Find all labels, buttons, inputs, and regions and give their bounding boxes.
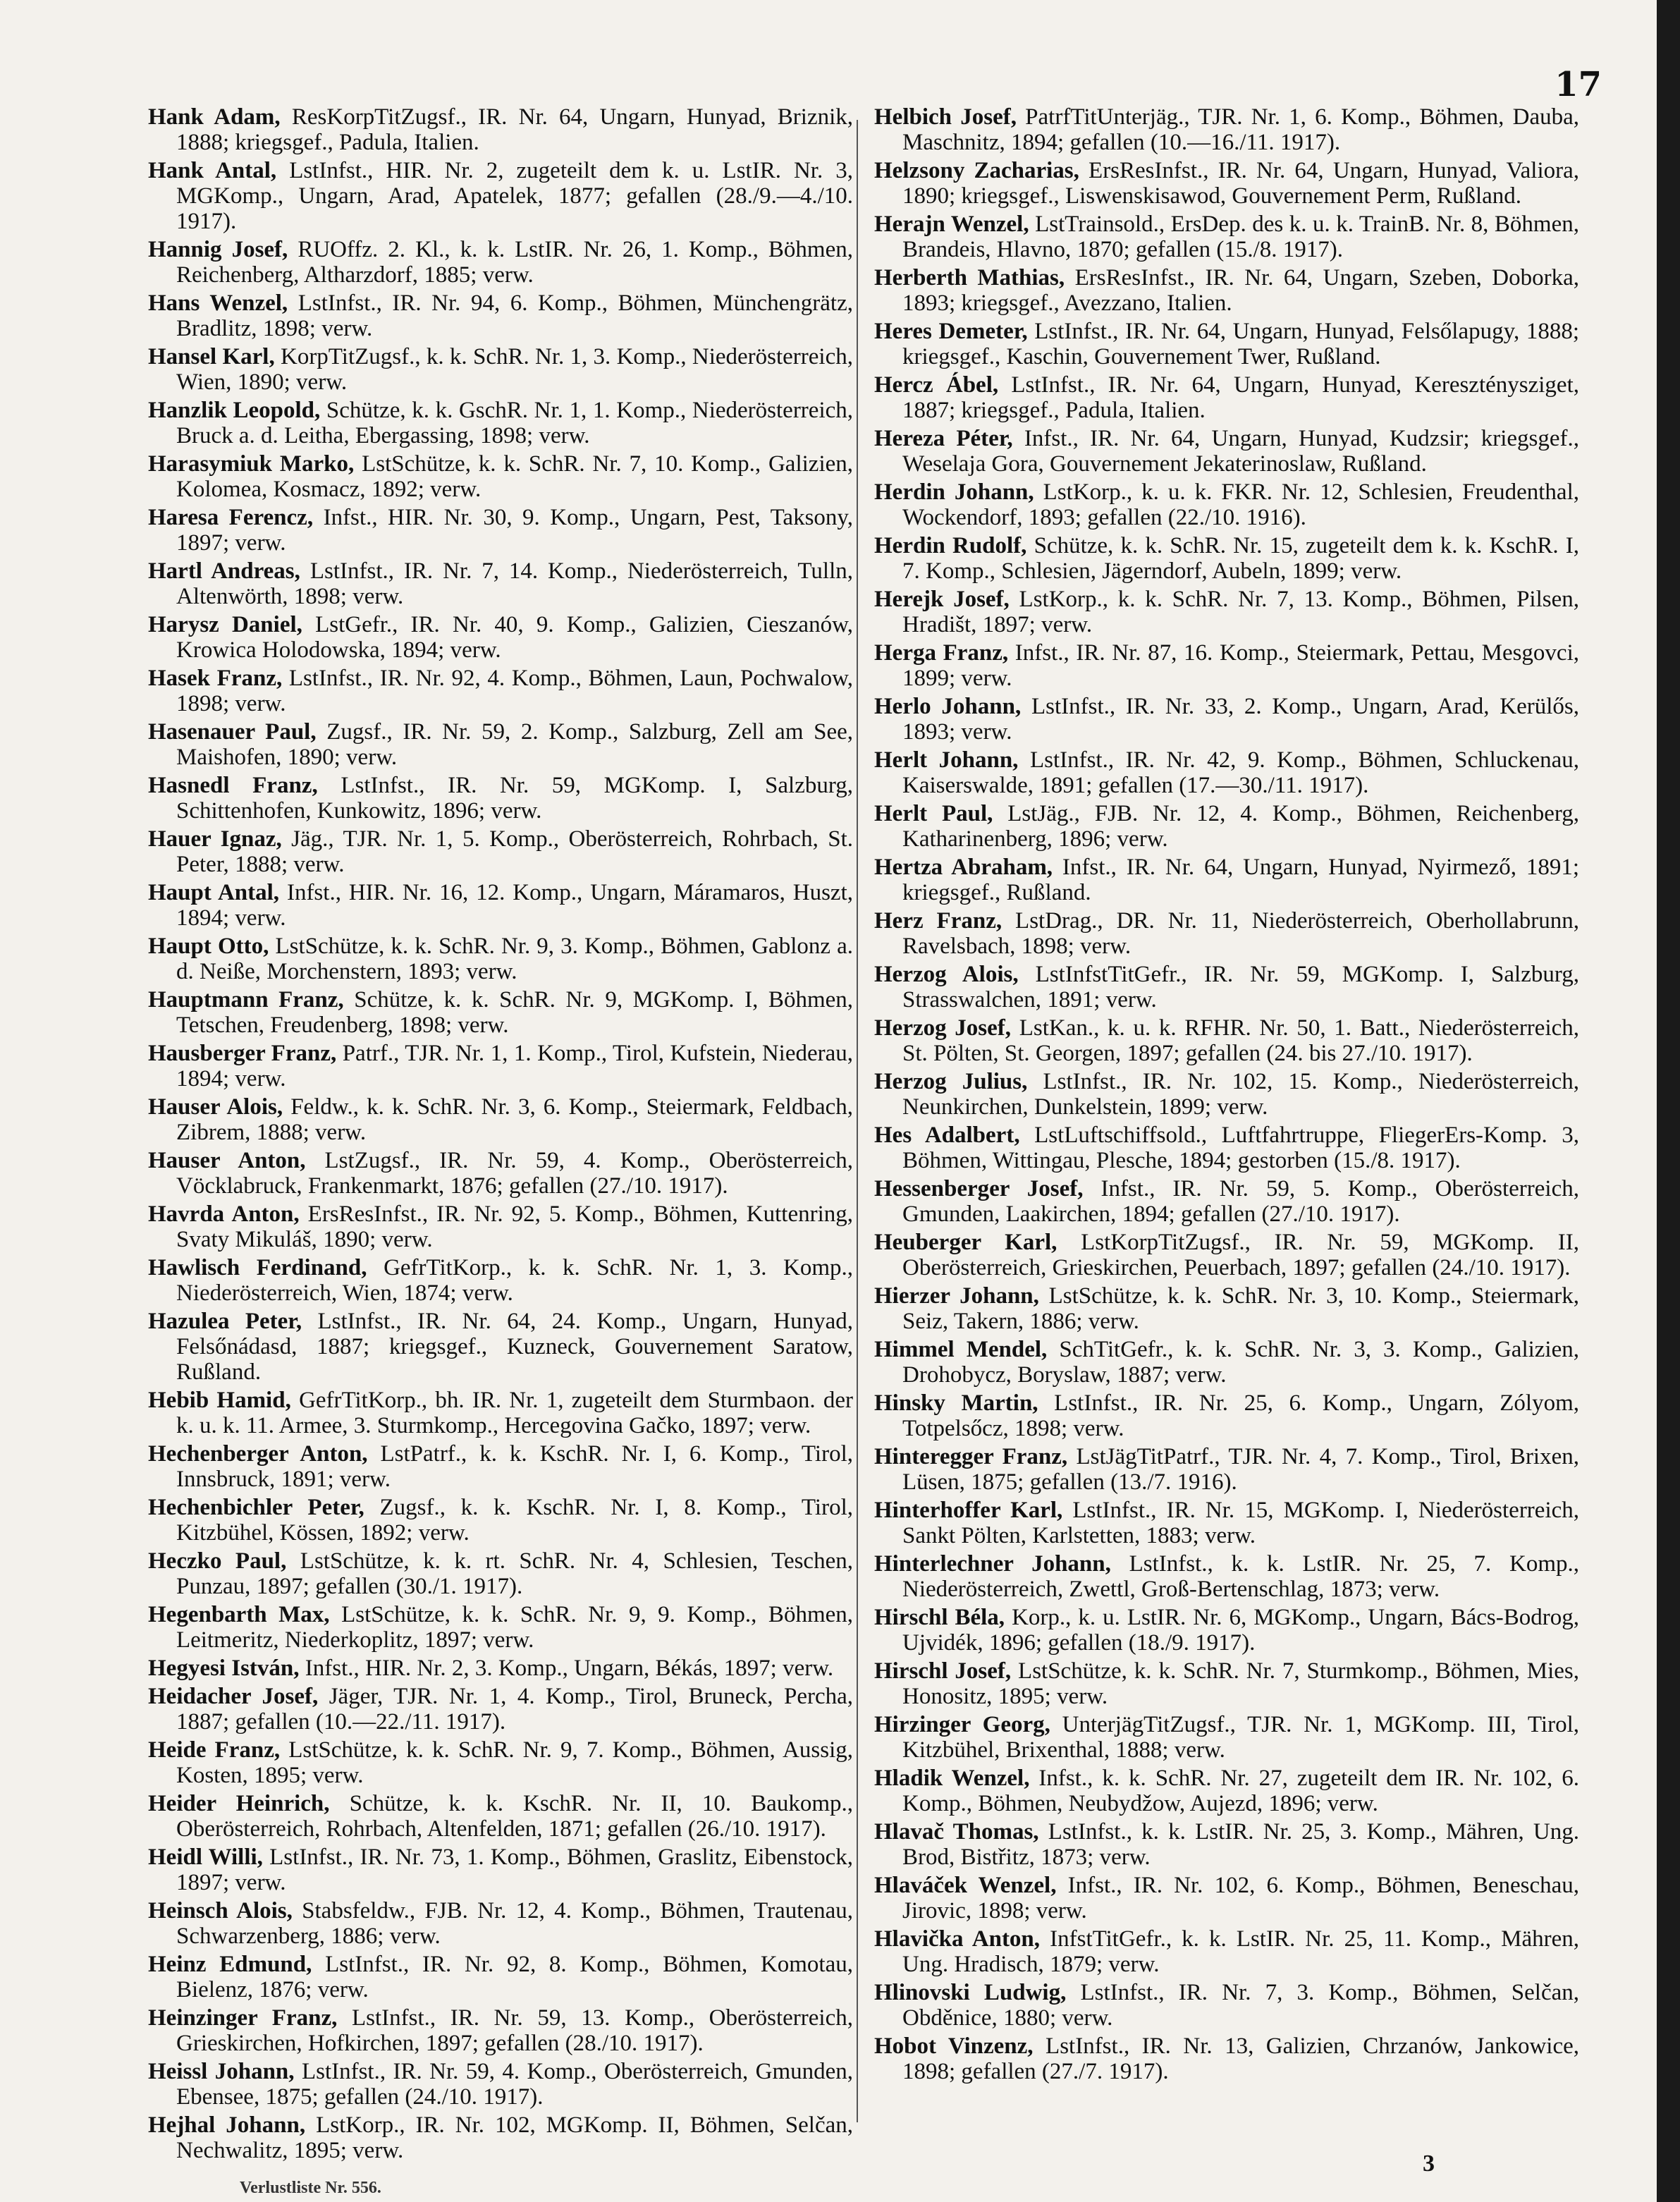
entry-name: Heidacher Josef, [148,1684,319,1709]
list-entry [148,719,853,770]
list-entry [148,1094,853,1145]
entry-details: LstInfst., IR. Nr. 15, MGKomp. I, Niederösterreich, Sankt Pölten, Karlstetten, 1883; verw. [902,1498,1580,1548]
entry-details: Jäger, TJR. Nr. 1, 4. Komp., Tirol, Bruneck, Percha, 1887; gefallen (10.—22./11. 1917). [176,1684,854,1735]
entry-name: Helzsony Zacharias, [874,158,1079,183]
entry-name: Hlavička Anton, [874,1926,1041,1952]
entry-details: Infst., IR. Nr. 64, Ungarn, Hunyad, Kudzsir; kriegsgef., Weselaja Gora, Gouvernement Jekaterinoslaw, Rußland. [902,426,1580,477]
entry-details: Patrf., TJR. Nr. 1, 1. Komp., Tirol, Kufstein, Niederau, 1894; verw. [176,1041,854,1091]
entry-name: Hlinovski Ludwig, [874,1980,1067,2005]
entry-details: LstInfst., k. k. LstIR. Nr. 25, 3. Komp., Mähren, Ung. Brod, Bistřitz, 1873; verw. [902,1819,1579,1870]
list-entry [874,1498,1579,1548]
entry-details: LstInfstTitGefr., IR. Nr. 59, MGKomp. I, Salzburg, Strasswalchen, 1891; verw. [902,962,1579,1013]
entry-name: Hartl Andreas, [148,558,300,584]
entry-name: Heinz Edmund, [148,1952,312,1977]
entry-details: LstDrag., DR. Nr. 11, Niederösterreich, Oberhollabrunn, Ravelsbach, 1898; verw. [902,908,1580,959]
column-divider [857,120,858,2122]
entry-name: Hirzinger Georg, [874,1712,1050,1737]
list-entry [874,1819,1579,1870]
entry-name: Hauptmann Franz, [148,987,344,1013]
list-entry [148,2005,853,2056]
list-entry [148,290,853,341]
entry-name: Hertza Abraham, [874,855,1053,880]
list-entry [874,1069,1579,1120]
list-entry [874,1283,1579,1334]
entry-name: Hasnedl Franz, [148,773,318,798]
list-entry [874,1551,1579,1602]
list-entry [148,1845,853,1895]
entry-details: LstInfst., IR. Nr. 94, 6. Komp., Böhmen, Münchengrätz, Bradlitz, 1898; verw. [176,290,853,341]
list-entry [874,1123,1579,1173]
entry-details: LstSchütze, k. k. SchR. Nr. 7, Sturmkomp., Böhmen, Mies, Honositz, 1895; verw. [902,1658,1579,1709]
entry-details: LstInfst., IR. Nr. 64, Ungarn, Hunyad, Kereszténysziget, 1887; kriegsgef., Padula, Italien. [902,372,1579,423]
entry-details: Schütze, k. k. SchR. Nr. 9, MGKomp. I, Böhmen, Tetschen, Freudenberg, 1898; verw. [176,987,854,1038]
list-entry [874,962,1579,1013]
entry-details: Stabsfeldw., FJB. Nr. 12, 4. Komp., Böhmen, Trautenau, Schwarzenberg, 1886; verw. [176,1898,854,1949]
entry-details: LstSchütze, k. k. rt. SchR. Nr. 4, Schlesien, Teschen, Punzau, 1897; gefallen (30./1. 1917). [176,1548,853,1599]
entry-name: Hinteregger Franz, [874,1444,1068,1469]
list-entry [874,855,1579,905]
list-entry [148,1495,853,1546]
entry-name: Harysz Daniel, [148,612,302,637]
entry-details: Infst., IR. Nr. 102, 6. Komp., Böhmen, Beneschau, Jirovic, 1898; verw. [902,1873,1580,1923]
list-entry [874,694,1579,745]
list-entry [148,1388,853,1438]
list-entry [148,1737,853,1788]
entry-details: LstJäg., FJB. Nr. 12, 4. Komp., Böhmen, Reichenberg, Katharinenberg, 1896; verw. [902,801,1579,852]
entry-name: Hierzer Johann, [874,1283,1039,1309]
entry-details: Korp., k. u. LstIR. Nr. 6, MGKomp., Ungarn, Bács-Bodrog, Ujvidék, 1896; gefallen (18./9. 1917). [902,1605,1579,1656]
entry-name: Heuberger Karl, [874,1230,1057,1255]
list-entry [874,104,1579,155]
entry-details: LstInfst., IR. Nr. 59, 13. Komp., Oberösterreich, Grieskirchen, Hofkirchen, 1897; gefallen (28./10. 1917). [176,2005,853,2056]
entry-details: LstKorp., k. u. k. FKR. Nr. 12, Schlesien, Freudenthal, Wockendorf, 1893; gefallen (22./10. 1916). [902,479,1579,530]
list-entry [148,1201,853,1252]
entry-details: ErsResInfst., IR. Nr. 64, Ungarn, Szeben, Doborka, 1893; kriegsgef., Avezzano, Italien. [902,265,1580,316]
entry-name: Himmel Mendel, [874,1337,1048,1362]
entry-details: LstInfst., IR. Nr. 7, 3. Komp., Böhmen, Selčan, Obděnice, 1880; verw. [902,1980,1579,2031]
entry-name: Heres Demeter, [874,319,1028,344]
entry-name: Hawlisch Ferdinand, [148,1255,367,1280]
entry-details: Feldw., k. k. SchR. Nr. 3, 6. Komp., Steiermark, Feldbach, Zibrem, 1888; verw. [176,1094,854,1145]
list-entry [874,1712,1579,1763]
entry-details: LstTrainsold., ErsDep. des k. u. k. TrainB. Nr. 8, Böhmen, Brandeis, Hlavno, 1870; gefallen (15./8. 1917). [902,212,1579,262]
entry-name: Heider Heinrich, [148,1791,330,1816]
list-entry [874,212,1579,262]
list-entry [874,2033,1579,2084]
list-entry [148,666,853,716]
entry-name: Harasymiuk Marko, [148,451,355,477]
entry-details: LstInfst., IR. Nr. 64, Ungarn, Hunyad, Felsőlapugy, 1888; kriegsgef., Kaschin, Gouvernement Twer, Rußland. [902,319,1579,369]
entry-details: LstJägTitPatrf., TJR. Nr. 4, 7. Komp., Tirol, Brixen, Lüsen, 1875; gefallen (13./7. 1916). [902,1444,1579,1495]
footer-text: Verlustliste Nr. 556. [240,2179,381,2197]
list-entry [148,558,853,609]
entry-name: Herzog Alois, [874,962,1019,987]
entry-details: LstInfst., IR. Nr. 7, 14. Komp., Niederösterreich, Tulln, Altenwörth, 1898; verw. [176,558,854,609]
page-number: 17 [1555,65,1602,104]
entry-details: Jäg., TJR. Nr. 1, 5. Komp., Oberösterreich, Rohrbach, St. Peter, 1888; verw. [176,826,854,877]
entry-name: Hechenberger Anton, [148,1441,368,1467]
list-entry [148,1791,853,1842]
entry-name: Hauser Anton, [148,1148,306,1173]
entry-details: LstInfst., IR. Nr. 59, MGKomp. I, Salzburg, Schittenhofen, Kunkowitz, 1896; verw. [176,773,853,824]
entry-details: UnterjägTitZugsf., TJR. Nr. 1, MGKomp. III, Tirol, Kitzbühel, Brixenthal, 1888; verw. [902,1712,1579,1763]
entry-name: Hereza Péter, [874,426,1013,451]
entry-name: Hlavač Thomas, [874,1819,1039,1845]
list-entry [148,1898,853,1949]
entry-name: Heinzinger Franz, [148,2005,338,2031]
entry-name: Hank Antal, [148,158,277,183]
list-entry [874,1766,1579,1816]
list-entry [874,1873,1579,1923]
entry-details: Infst., HIR. Nr. 30, 9. Komp., Ungarn, Pest, Taksony, 1897; verw. [176,505,854,556]
list-entry [148,398,853,448]
entry-details: Infst., HIR. Nr. 16, 12. Komp., Ungarn, Máramaros, Huszt, 1894; verw. [176,880,853,931]
entry-name: Heinsch Alois, [148,1898,293,1923]
entry-name: Hes Adalbert, [874,1123,1020,1148]
entry-details: Schütze, k. k. GschR. Nr. 1, 1. Komp., Niederösterreich, Bruck a. d. Leitha, Ebergassing, 1898; verw. [176,398,854,448]
entry-details: LstInfst., IR. Nr. 64, 24. Komp., Ungarn, Hunyad, Felsőnádasd, 1887; kriegsgef., Kuzneck, Gouvernement Saratow, Rußland. [176,1309,853,1385]
list-entry [874,265,1579,316]
list-entry [148,1548,853,1599]
entry-name: Hechenbichler Peter, [148,1495,364,1520]
list-entry [874,1230,1579,1280]
entry-details: ErsResInfst., IR. Nr. 64, Ungarn, Hunyad, Valiora, 1890; kriegsgef., Liswenskisawod, Gouvernement Perm, Rußland. [902,158,1579,209]
entry-details: RUOffz. 2. Kl., k. k. LstIR. Nr. 26, 1. Komp., Böhmen, Reichenberg, Altharzdorf, 1885; verw. [176,237,853,288]
entry-details: Zugsf., IR. Nr. 59, 2. Komp., Salzburg, Zell am See, Maishofen, 1890; verw. [176,719,853,770]
entry-name: Hercz Ábel, [874,372,999,398]
right-column [874,104,1579,2087]
list-entry [874,426,1579,477]
list-entry [874,640,1579,691]
entry-name: Hobot Vinzenz, [874,2033,1034,2059]
entry-name: Herga Franz, [874,640,1009,666]
list-entry [148,104,853,155]
list-entry [148,612,853,663]
entry-details: PatrfTitUnterjäg., TJR. Nr. 1, 6. Komp., Böhmen, Dauba, Maschnitz, 1894; gefallen (10.—16./11. 1917). [902,104,1579,155]
list-entry [148,2059,853,2110]
entry-name: Herlo Johann, [874,694,1022,719]
entry-details: Infst., k. k. SchR. Nr. 27, zugeteilt dem IR. Nr. 102, 6. Komp., Böhmen, Neubydžow, Aujezd, 1896; verw. [902,1766,1579,1816]
list-entry [148,934,853,984]
list-entry [874,1337,1579,1388]
entry-details: LstSchütze, k. k. SchR. Nr. 9, 7. Komp., Böhmen, Aussig, Kosten, 1895; verw. [176,1737,853,1788]
entry-name: Herejk Josef, [874,587,1010,612]
entry-name: Hirschl Josef, [874,1658,1012,1684]
list-entry [148,773,853,824]
entry-details: Infst., IR. Nr. 64, Ungarn, Hunyad, Nyirmező, 1891; kriegsgef., Rußland. [902,855,1579,905]
entry-name: Heczko Paul, [148,1548,287,1574]
entry-details: LstKorp., IR. Nr. 102, MGKomp. II, Böhmen, Selčan, Nechwalitz, 1895; verw. [176,2112,854,2163]
entry-name: Herdin Rudolf, [874,533,1027,558]
list-entry [148,1148,853,1199]
entry-details: LstInfst., k. k. LstIR. Nr. 25, 7. Komp., Niederösterreich, Zwettl, Groß-Bertenschlag, 1873; verw. [902,1551,1580,1602]
list-entry [874,372,1579,423]
entry-name: Hinterlechner Johann, [874,1551,1111,1577]
entry-details: LstInfst., IR. Nr. 33, 2. Komp., Ungarn, Arad, Kerülős, 1893; verw. [902,694,1579,745]
entry-details: ResKorpTitZugsf., IR. Nr. 64, Ungarn, Hunyad, Briznik, 1888; kriegsgef., Padula, Italien. [176,104,854,155]
list-entry [148,1309,853,1385]
list-entry [148,880,853,931]
list-entry [148,1041,853,1091]
entry-name: Hasek Franz, [148,666,283,691]
entry-name: Hans Wenzel, [148,290,288,316]
entry-details: LstZugsf., IR. Nr. 59, 4. Komp., Oberösterreich, Vöcklabruck, Frankenmarkt, 1876; gefallen (27./10. 1917). [176,1148,853,1199]
entry-name: Herlt Paul, [874,801,993,826]
entry-details: SchTitGefr., k. k. SchR. Nr. 3, 3. Komp., Galizien, Drohobycz, Boryslaw, 1887; verw. [902,1337,1579,1388]
list-entry [874,908,1579,959]
list-entry [874,1980,1579,2031]
list-entry [148,2112,853,2163]
entry-name: Hauser Alois, [148,1094,283,1120]
list-entry [148,505,853,556]
list-entry [874,319,1579,369]
entry-name: Heide Franz, [148,1737,281,1763]
entry-details: LstLuftschiffsold., Luftfahrtruppe, FliegerErs-Komp. 3, Böhmen, Wittingau, Plesche, 1894; gestorben (15./8. 1917). [902,1123,1580,1173]
entry-name: Hank Adam, [148,104,281,130]
entry-name: Herzog Julius, [874,1069,1028,1094]
entry-details: LstSchütze, k. k. SchR. Nr. 9, 3. Komp., Böhmen, Gablonz a. d. Neiße, Morchenstern, 1893; verw. [176,934,853,984]
entry-details: LstInfst., IR. Nr. 92, 8. Komp., Böhmen, Komotau, Bielenz, 1876; verw. [176,1952,853,2002]
entry-details: Infst., IR. Nr. 87, 16. Komp., Steiermark, Pettau, Mesgovci, 1899; verw. [902,640,1579,691]
entry-details: LstKan., k. u. k. RFHR. Nr. 50, 1. Batt., Niederösterreich, St. Pölten, St. Georgen, 1897; gefallen (24. bis 27./10. 1917). [902,1015,1580,1066]
entry-name: Hinsky Martin, [874,1390,1038,1416]
entry-details: LstInfst., IR. Nr. 92, 4. Komp., Böhmen, Laun, Pochwalow, 1898; verw. [176,666,854,716]
entry-name: Herdin Johann, [874,479,1034,505]
entry-details: InfstTitGefr., k. k. LstIR. Nr. 25, 11. Komp., Mähren, Ung. Hradisch, 1879; verw. [902,1926,1580,1977]
entry-name: Hejhal Johann, [148,2112,306,2138]
entry-details: LstInfst., HIR. Nr. 2, zugeteilt dem k. u. LstIR. Nr. 3, MGKomp., Ungarn, Arad, Apatelek, 1877; gefallen (28./9.—4./10. 1917). [176,158,853,234]
list-entry [874,1605,1579,1656]
list-entry [874,587,1579,637]
entry-name: Hegyesi István, [148,1656,300,1681]
entry-name: Herz Franz, [874,908,1003,934]
signature-mark: 3 [1423,2151,1435,2177]
entry-details: LstSchütze, k. k. SchR. Nr. 7, 10. Komp., Galizien, Kolomea, Kosmacz, 1892; verw. [176,451,854,502]
list-entry [874,1390,1579,1441]
entry-details: LstInfst., IR. Nr. 25, 6. Komp., Ungarn, Zólyom, Totpelsőcz, 1898; verw. [902,1390,1579,1441]
list-entry [148,451,853,502]
entry-name: Hirschl Béla, [874,1605,1005,1630]
entry-details: Schütze, k. k. SchR. Nr. 15, zugeteilt dem k. k. KschR. I, 7. Komp., Schlesien, Jägerndorf, Aubeln, 1899; verw. [902,533,1579,584]
entry-name: Havrda Anton, [148,1201,300,1227]
list-entry [874,1015,1579,1066]
list-entry [148,1952,853,2002]
entry-details: LstKorp., k. k. SchR. Nr. 7, 13. Komp., Böhmen, Pilsen, Hradišt, 1897; verw. [902,587,1579,637]
entry-name: Herajn Wenzel, [874,212,1029,237]
list-entry [874,747,1579,798]
entry-name: Helbich Josef, [874,104,1017,130]
entry-name: Hladik Wenzel, [874,1766,1030,1791]
entry-name: Hebib Hamid, [148,1388,291,1413]
list-entry [148,1441,853,1492]
list-entry [148,987,853,1038]
entry-details: LstSchütze, k. k. SchR. Nr. 9, 9. Komp., Böhmen, Leitmeritz, Niederkoplitz, 1897; verw. [176,1602,854,1653]
entry-name: Hlaváček Wenzel, [874,1873,1057,1898]
entry-name: Hausberger Franz, [148,1041,337,1066]
entry-name: Herberth Mathias, [874,265,1065,290]
entry-name: Hinterhoffer Karl, [874,1498,1063,1523]
list-entry [148,1684,853,1735]
list-entry [148,1656,853,1681]
entry-details: ErsResInfst., IR. Nr. 92, 5. Komp., Böhmen, Kuttenring, Svaty Mikuláš, 1890; verw. [176,1201,854,1252]
entry-details: GefrTitKorp., k. k. SchR. Nr. 1, 3. Komp., Niederösterreich, Wien, 1874; verw. [176,1255,854,1306]
entry-name: Hasenauer Paul, [148,719,317,745]
entry-details: KorpTitZugsf., k. k. SchR. Nr. 1, 3. Komp., Niederösterreich, Wien, 1890; verw. [176,344,853,395]
list-entry [874,1658,1579,1709]
entry-details: LstPatrf., k. k. KschR. Nr. I, 6. Komp., Tirol, Innsbruck, 1891; verw. [176,1441,853,1492]
entry-name: Haresa Ferencz, [148,505,314,530]
entry-details: LstInfst., IR. Nr. 42, 9. Komp., Böhmen, Schluckenau, Kaiserswalde, 1891; gefallen (17.—30./11. 1917). [902,747,1580,798]
entry-name: Herlt Johann, [874,747,1019,773]
entry-name: Haupt Antal, [148,880,280,905]
list-entry [148,158,853,234]
entry-name: Hessenberger Josef, [874,1176,1084,1201]
list-entry [874,1444,1579,1495]
entry-name: Hegenbarth Max, [148,1602,330,1627]
entry-details: Infst., IR. Nr. 59, 5. Komp., Oberösterreich, Gmunden, Laakirchen, 1894; gefallen (27./10. 1917). [902,1176,1579,1227]
list-entry [148,826,853,877]
entry-details: LstInfst., IR. Nr. 102, 15. Komp., Niederösterreich, Neunkirchen, Dunkelstein, 1899; verw. [902,1069,1580,1120]
entry-details: GefrTitKorp., bh. IR. Nr. 1, zugeteilt dem Sturmbaon. der k. u. k. 11. Armee, 3. Sturmkomp., Hercegovina Gačko, 1897; verw. [176,1388,854,1438]
entry-details: Zugsf., k. k. KschR. Nr. I, 8. Komp., Tirol, Kitzbühel, Kössen, 1892; verw. [176,1495,853,1546]
list-entry [874,1176,1579,1227]
entry-name: Hanzlik Leopold, [148,398,321,423]
list-entry [874,158,1579,209]
list-entry [874,533,1579,584]
entry-name: Hannig Josef, [148,237,288,262]
entry-details: Infst., HIR. Nr. 2, 3. Komp., Ungarn, Békás, 1897; verw. [305,1656,834,1681]
entry-name: Hauer Ignaz, [148,826,282,852]
entry-name: Herzog Josef, [874,1015,1012,1041]
entry-details: LstInfst., IR. Nr. 73, 1. Komp., Böhmen, Graslitz, Eibenstock, 1897; verw. [176,1845,854,1895]
entry-details: LstGefr., IR. Nr. 40, 9. Komp., Galizien, Cieszanów, Krowica Holodowska, 1894; verw. [176,612,854,663]
entry-details: Schütze, k. k. KschR. Nr. II, 10. Baukomp., Oberösterreich, Rohrbach, Altenfelden, 1871; gefallen (26./10. 1917). [176,1791,853,1842]
entry-name: Hazulea Peter, [148,1309,302,1334]
entry-details: LstInfst., IR. Nr. 13, Galizien, Chrzanów, Jankowice, 1898; gefallen (27./7. 1917). [902,2033,1580,2084]
entry-name: Haupt Otto, [148,934,269,959]
entry-details: LstKorpTitZugsf., IR. Nr. 59, MGKomp. II, Oberösterreich, Grieskirchen, Peuerbach, 1897; gefallen (24./10. 1917). [902,1230,1580,1280]
entry-name: Heissl Johann, [148,2059,295,2084]
list-entry [874,479,1579,530]
list-entry [148,1255,853,1306]
entry-details: LstInfst., IR. Nr. 59, 4. Komp., Oberösterreich, Gmunden, Ebensee, 1875; gefallen (24./10. 1917). [176,2059,854,2110]
entry-name: Hansel Karl, [148,344,275,369]
list-entry [148,237,853,288]
entry-name: Heidl Willi, [148,1845,263,1870]
entry-details: LstSchütze, k. k. SchR. Nr. 3, 10. Komp., Steiermark, Seiz, Takern, 1886; verw. [902,1283,1580,1334]
list-entry [148,1602,853,1653]
left-column [148,104,853,2166]
list-entry [874,801,1579,852]
list-entry [148,344,853,395]
list-entry [874,1926,1579,1977]
